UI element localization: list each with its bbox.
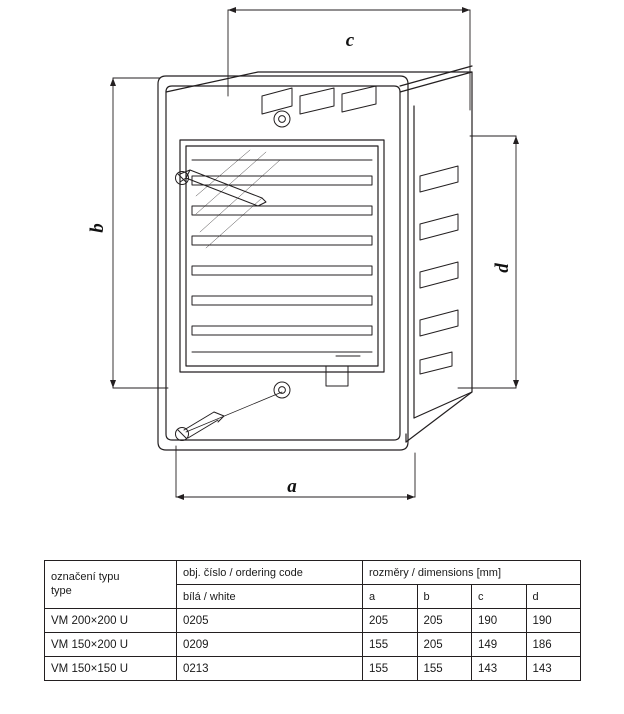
header-type-line2: type bbox=[51, 584, 72, 597]
screw-boss-top bbox=[274, 111, 290, 127]
row-code: 0205 bbox=[177, 609, 363, 633]
row-dim-d: 190 bbox=[526, 609, 581, 633]
screw-upper bbox=[176, 170, 267, 206]
header-code-cell: obj. číslo / ordering code bbox=[177, 561, 363, 585]
screw-boss-bottom bbox=[274, 382, 290, 398]
row-code: 0209 bbox=[177, 633, 363, 657]
row-dim-c: 190 bbox=[472, 609, 527, 633]
table-header-row-1 bbox=[45, 561, 581, 585]
row-dim-d: 186 bbox=[526, 633, 581, 657]
header-type-line1: označení typu bbox=[51, 570, 120, 583]
row-dim-c: 149 bbox=[472, 633, 527, 657]
row-dim-b: 205 bbox=[417, 633, 472, 657]
row-dim-b: 155 bbox=[417, 657, 472, 681]
specification-table bbox=[44, 560, 581, 681]
row-dim-a: 155 bbox=[363, 657, 418, 681]
dimension-line-c bbox=[228, 7, 470, 110]
header-dimensions-group: rozměry / dimensions [mm] bbox=[363, 561, 581, 585]
row-dim-d: 143 bbox=[526, 657, 581, 681]
dimension-label-d: d bbox=[492, 263, 513, 273]
row-type: VM 150×200 U bbox=[45, 633, 177, 657]
row-dim-a: 155 bbox=[363, 633, 418, 657]
row-dim-c: 143 bbox=[472, 657, 527, 681]
grille-front-frame bbox=[158, 76, 408, 450]
row-code: 0213 bbox=[177, 657, 363, 681]
header-dim-d: d bbox=[526, 585, 581, 609]
table-row bbox=[45, 657, 581, 681]
louver-blades bbox=[192, 160, 372, 352]
table-row bbox=[45, 633, 581, 657]
header-dim-c: c bbox=[472, 585, 527, 609]
header-code-sub: bílá / white bbox=[177, 585, 363, 609]
table-row bbox=[45, 609, 581, 633]
row-dim-a: 205 bbox=[363, 609, 418, 633]
dimension-label-b: b bbox=[87, 223, 108, 233]
dimension-line-d bbox=[458, 136, 519, 388]
rear-housing bbox=[166, 66, 472, 442]
row-type: VM 150×150 U bbox=[45, 657, 177, 681]
mounting-clips bbox=[420, 166, 458, 374]
row-dim-b: 205 bbox=[417, 609, 472, 633]
latch-detail bbox=[326, 356, 360, 386]
mesh-hatching bbox=[196, 150, 280, 248]
header-dim-b: b bbox=[417, 585, 472, 609]
leader-line bbox=[186, 392, 282, 432]
dimension-label-a: a bbox=[287, 476, 297, 497]
row-type: VM 200×200 U bbox=[45, 609, 177, 633]
top-tabs bbox=[262, 86, 376, 114]
header-type-cell bbox=[45, 561, 177, 609]
dimension-label-c: c bbox=[345, 30, 355, 51]
header-dim-a: a bbox=[363, 585, 418, 609]
dimension-line-b bbox=[110, 78, 168, 388]
